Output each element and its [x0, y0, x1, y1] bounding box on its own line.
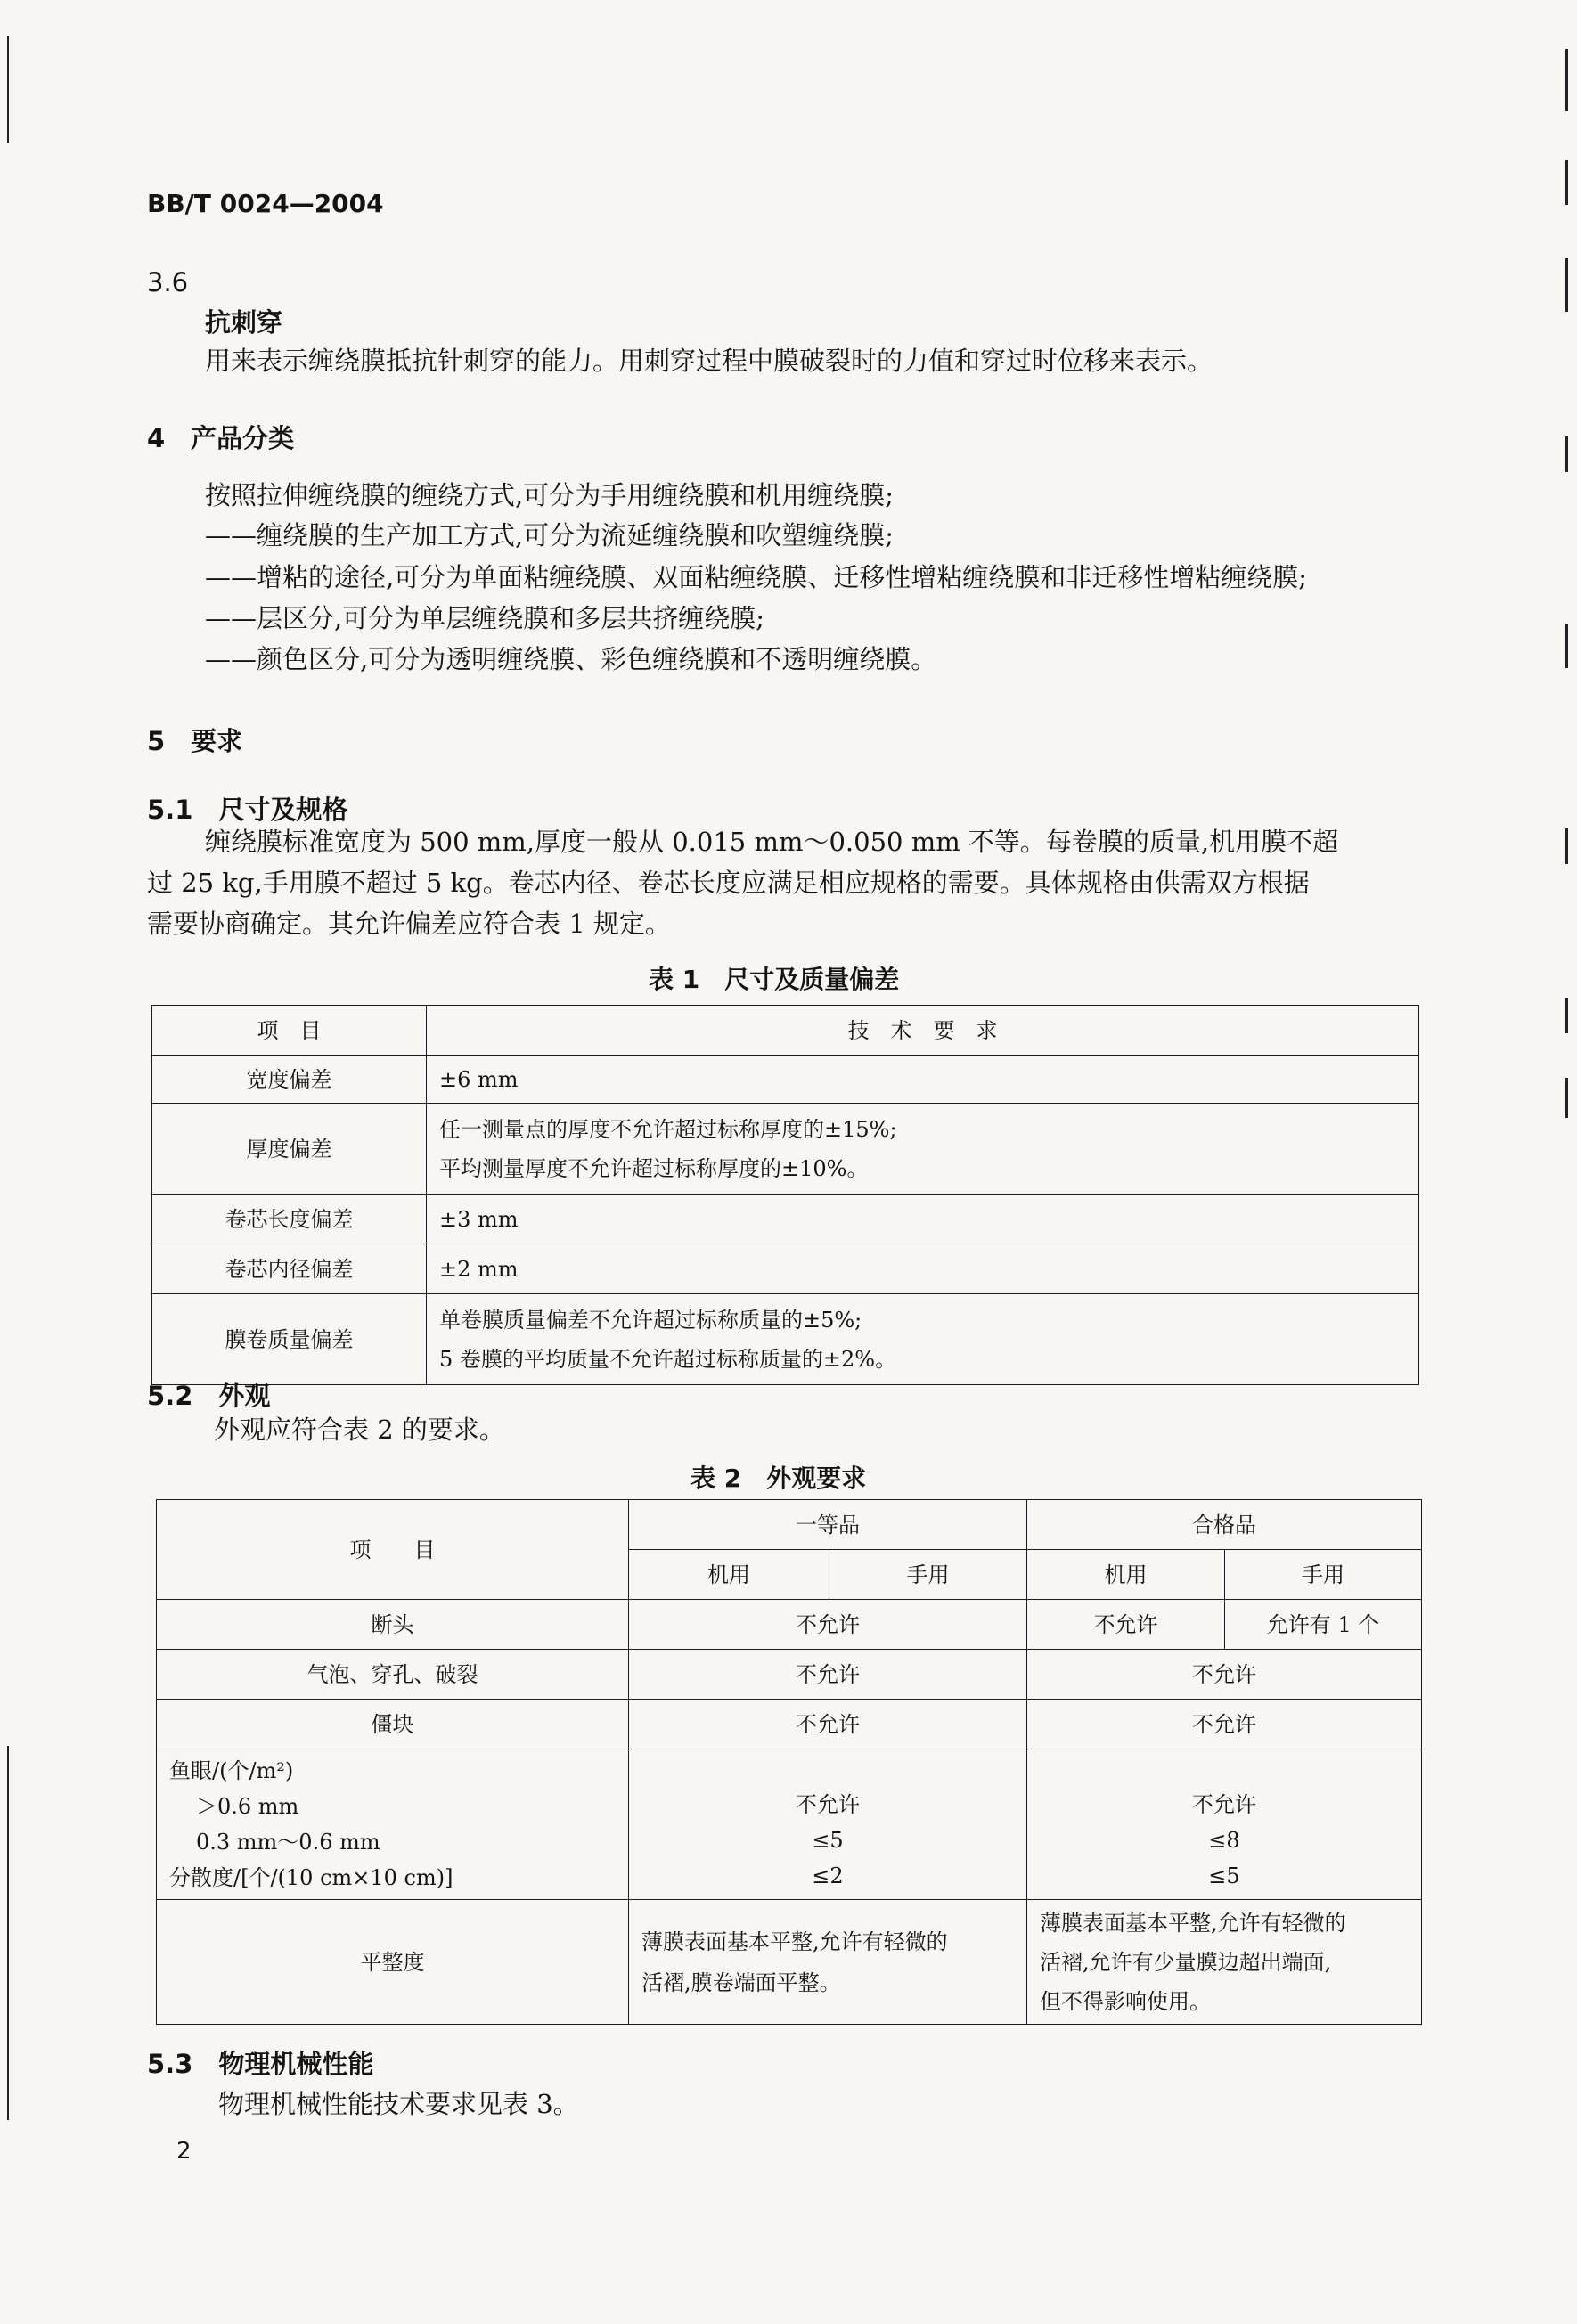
- cell-line: 5 卷膜的平均质量不允许超过标称质量的±2%。: [439, 1346, 897, 1372]
- paragraph-line: 需要协商确定。其允许偏差应符合表 1 规定。: [147, 909, 671, 939]
- table-row: [152, 1056, 1419, 1104]
- section-5-3-text: 物理机械性能技术要求见表 3。: [218, 2089, 579, 2119]
- table-header-cell: 一等品: [629, 1500, 1027, 1550]
- classification-item: ——层区分,可分为单层缠绕膜和多层共挤缠绕膜;: [205, 603, 764, 633]
- table-cell: 不允许: [629, 1700, 1027, 1749]
- cell-line: 活褶,允许有少量膜边超出端面,: [1040, 1949, 1332, 1975]
- table-header-cell: 项 目: [152, 1006, 427, 1056]
- section-5-1-title: 5.1 尺寸及规格: [147, 795, 348, 825]
- scan-edge-mark: [7, 1746, 9, 2120]
- table-row: [157, 1500, 1422, 1550]
- table-cell: 断头: [157, 1600, 629, 1650]
- table-cell: [427, 1104, 1419, 1195]
- cell-line: 分散度/[个/(10 cm×10 cm)]: [169, 1865, 453, 1890]
- table-row: [152, 1104, 1419, 1195]
- table-header-cell: 项 目: [157, 1500, 629, 1600]
- table-cell: 平整度: [157, 1900, 629, 2025]
- table-cell: [1027, 1749, 1422, 1900]
- section-3-6-definition: 用来表示缠绕膜抵抗针刺穿的能力。用刺穿过程中膜破裂时的力值和穿过时位移来表示。: [205, 346, 1213, 376]
- table-1: [151, 1005, 1419, 1385]
- doc-code-header: BB/T 0024—2004: [147, 189, 384, 218]
- cell-line: 任一测量点的厚度不允许超过标称厚度的±15%;: [439, 1116, 897, 1142]
- table-2-caption: 表 2 外观要求: [690, 1464, 867, 1493]
- table-cell: ±3 mm: [427, 1195, 1419, 1244]
- table-cell: [1027, 1900, 1422, 2025]
- cell-line: 鱼眼/(个/m²): [169, 1758, 294, 1783]
- classification-item: ——增粘的途径,可分为单面粘缠绕膜、双面粘缠绕膜、迁移性增粘缠绕膜和非迁移性增粘缠绕膜;: [205, 562, 1307, 592]
- table-row: [152, 1195, 1419, 1244]
- page-number: 2: [176, 2138, 192, 2165]
- table-header-cell: 机用: [629, 1550, 829, 1600]
- cell-line: 单卷膜质量偏差不允许超过标称质量的±5%;: [439, 1307, 862, 1333]
- table-header-cell: 手用: [1225, 1550, 1422, 1600]
- section-5-2-title: 5.2 外观: [147, 1381, 271, 1411]
- table-1-caption: 表 1 尺寸及质量偏差: [649, 965, 900, 994]
- paragraph-line: 缠绕膜标准宽度为 500 mm,厚度一般从 0.015 mm～0.050 mm 不等。每卷膜的质量,机用膜不超: [205, 827, 1339, 857]
- scan-edge-mark: [7, 36, 9, 143]
- table-row: [152, 1294, 1419, 1385]
- scan-edge-mark: [1565, 1078, 1568, 1118]
- table-cell: 卷芯长度偏差: [152, 1195, 427, 1244]
- table-cell: 僵块: [157, 1700, 629, 1749]
- cell-line: 薄膜表面基本平整,允许有轻微的: [641, 1929, 948, 1954]
- section-5-2-text: 外观应符合表 2 的要求。: [214, 1415, 505, 1445]
- cell-line: 0.3 mm～0.6 mm: [196, 1830, 380, 1855]
- scan-edge-mark: [1565, 828, 1568, 864]
- table-cell: [629, 1749, 1027, 1900]
- table-row: [157, 1749, 1422, 1900]
- scan-edge-mark: [1565, 436, 1568, 472]
- cell-line: 不允许: [1192, 1792, 1256, 1817]
- table-row: [152, 1006, 1419, 1056]
- table-row: [157, 1700, 1422, 1749]
- classification-item: ——颜色区分,可分为透明缠绕膜、彩色缠绕膜和不透明缠绕膜。: [205, 644, 937, 674]
- table-row: [157, 1650, 1422, 1700]
- section-5-3-title: 5.3 物理机械性能: [147, 2049, 374, 2079]
- scan-edge-mark: [1565, 624, 1568, 668]
- table-cell: ±6 mm: [427, 1056, 1419, 1104]
- cell-line: 活褶,膜卷端面平整。: [641, 1969, 841, 1995]
- cell-line: ≤2: [812, 1863, 844, 1888]
- section-3-6-number: 3.6: [147, 267, 189, 298]
- table-header-cell: 手用: [829, 1550, 1027, 1600]
- table-cell: 厚度偏差: [152, 1104, 427, 1195]
- table-cell: 卷芯内径偏差: [152, 1244, 427, 1294]
- table-header-cell: 合格品: [1027, 1500, 1422, 1550]
- table-cell: ±2 mm: [427, 1244, 1419, 1294]
- cell-line: 但不得影响使用。: [1040, 1988, 1211, 2014]
- table-cell: 膜卷质量偏差: [152, 1294, 427, 1385]
- table-cell: 允许有 1 个: [1225, 1600, 1422, 1650]
- cell-line: 不允许: [796, 1792, 860, 1817]
- cell-line: ＞0.6 mm: [196, 1794, 299, 1819]
- classification-item: 按照拉伸缠绕膜的缠绕方式,可分为手用缠绕膜和机用缠绕膜;: [205, 480, 894, 510]
- table-cell: [629, 1900, 1027, 2025]
- table-header-cell: 机用: [1027, 1550, 1225, 1600]
- scan-edge-mark: [1565, 160, 1568, 205]
- paragraph-line: 过 25 kg,手用膜不超过 5 kg。卷芯内径、卷芯长度应满足相应规格的需要。具体规格由供需双方根据: [147, 868, 1310, 898]
- table-cell: [427, 1294, 1419, 1385]
- section-5-title: 5 要求: [147, 726, 243, 756]
- scan-edge-mark: [1565, 49, 1568, 111]
- table-cell: [157, 1749, 629, 1900]
- table-cell: 气泡、穿孔、破裂: [157, 1650, 629, 1700]
- table-cell: 不允许: [629, 1600, 1027, 1650]
- table-cell: 不允许: [629, 1650, 1027, 1700]
- table-2: [156, 1499, 1422, 2025]
- cell-line: ≤8: [1208, 1828, 1240, 1853]
- table-row: [157, 1900, 1422, 2025]
- section-3-6-term: 抗刺穿: [205, 307, 283, 338]
- classification-item: ——缠绕膜的生产加工方式,可分为流延缠绕膜和吹塑缠绕膜;: [205, 520, 894, 550]
- cell-line: ≤5: [812, 1828, 844, 1853]
- table-header-cell: 技 术 要 求: [427, 1006, 1419, 1056]
- cell-line: 薄膜表面基本平整,允许有轻微的: [1040, 1910, 1346, 1936]
- table-cell: 不允许: [1027, 1700, 1422, 1749]
- table-cell: 不允许: [1027, 1600, 1225, 1650]
- table-cell: 不允许: [1027, 1650, 1422, 1700]
- table-row: [157, 1600, 1422, 1650]
- scan-edge-mark: [1565, 998, 1568, 1033]
- table-cell: 宽度偏差: [152, 1056, 427, 1104]
- table-row: [152, 1244, 1419, 1294]
- section-4-title: 4 产品分类: [147, 423, 295, 453]
- cell-line: ≤5: [1208, 1863, 1240, 1888]
- scan-edge-mark: [1565, 258, 1568, 312]
- cell-line: 平均测量厚度不允许超过标称厚度的±10%。: [439, 1155, 869, 1181]
